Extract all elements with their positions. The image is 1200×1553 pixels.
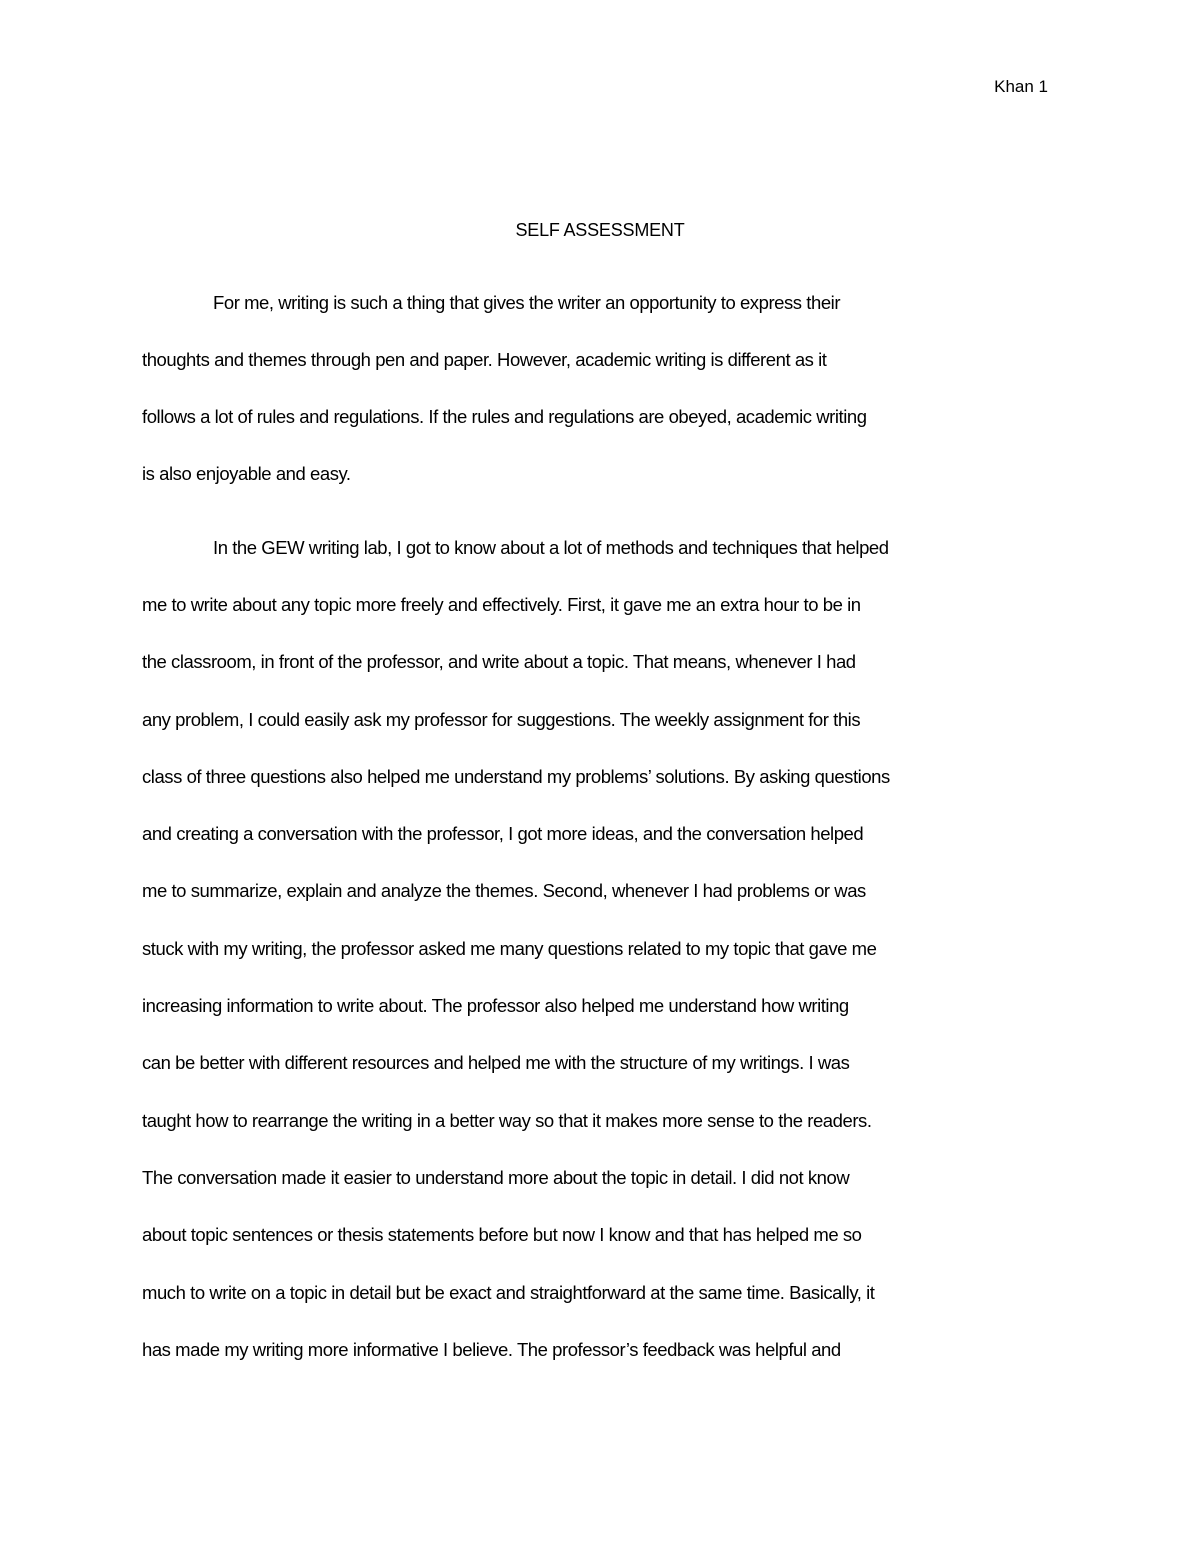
- paragraph-2-line-3: the classroom, in front of the professor, and write about a topic. That means, whenever I had: [142, 651, 856, 672]
- paragraph-2-line-1: In the GEW writing lab, I got to know about a lot of methods and techniques that helped: [213, 537, 889, 558]
- paragraph-2-line-9: increasing information to write about. The professor also helped me understand how writing: [142, 995, 849, 1016]
- paragraph-2-line-11: taught how to rearrange the writing in a better way so that it makes more sense to the readers.: [142, 1110, 872, 1131]
- paragraph-2-line-15: has made my writing more informative I believe. The professor’s feedback was helpful and: [142, 1339, 841, 1360]
- paragraph-2-line-14: much to write on a topic in detail but be exact and straightforward at the same time. Basically, it: [142, 1282, 875, 1303]
- page-header-label: Khan 1: [994, 77, 1048, 96]
- paragraph-1-line-2: thoughts and themes through pen and paper. However, academic writing is different as it: [142, 349, 827, 370]
- paragraph-1-line-3: follows a lot of rules and regulations. If the rules and regulations are obeyed, academic writing: [142, 406, 867, 427]
- document-title: SELF ASSESSMENT: [515, 220, 685, 240]
- paragraph-2-line-12: The conversation made it easier to understand more about the topic in detail. I did not know: [142, 1167, 850, 1188]
- paragraph-2-line-6: and creating a conversation with the professor, I got more ideas, and the conversation helped: [142, 823, 864, 844]
- paragraph-2-line-8: stuck with my writing, the professor asked me many questions related to my topic that gave me: [142, 938, 877, 959]
- paragraph-2-line-2: me to write about any topic more freely and effectively. First, it gave me an extra hour to be in: [142, 594, 861, 615]
- paragraph-2-line-10: can be better with different resources and helped me with the structure of my writings. I was: [142, 1052, 850, 1073]
- paragraph-2-line-7: me to summarize, explain and analyze the themes. Second, whenever I had problems or was: [142, 880, 866, 901]
- paragraph-2-line-13: about topic sentences or thesis statements before but now I know and that has helped me so: [142, 1224, 862, 1245]
- paragraph-2-line-5: class of three questions also helped me understand my problems’ solutions. By asking questions: [142, 766, 890, 787]
- paragraph-1-line-4: is also enjoyable and easy.: [142, 463, 351, 484]
- paragraph-1-line-1: For me, writing is such a thing that gives the writer an opportunity to express their: [213, 292, 841, 313]
- paragraph-2-line-4: any problem, I could easily ask my professor for suggestions. The weekly assignment for this: [142, 709, 861, 730]
